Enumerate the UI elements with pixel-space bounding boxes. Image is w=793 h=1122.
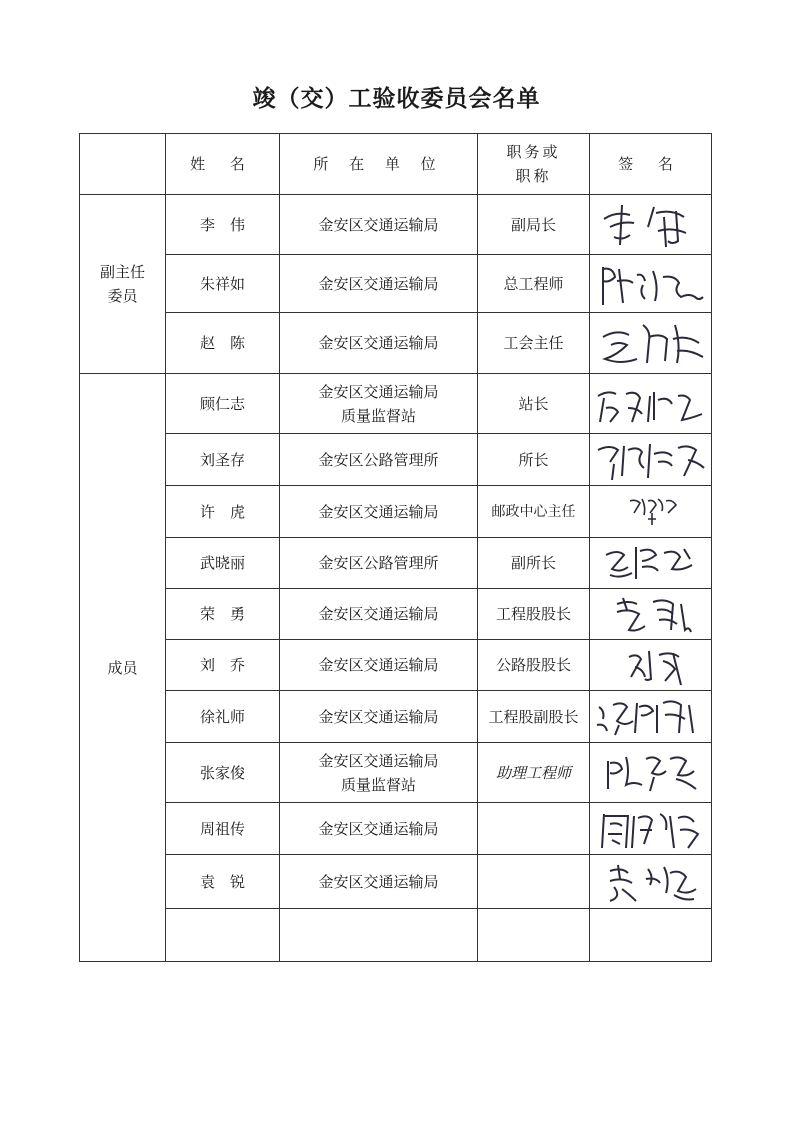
cell-signature: [590, 589, 712, 640]
cell-signature: [590, 434, 712, 486]
cell-unit: [280, 374, 478, 434]
cell-name: 李 伟: [166, 195, 280, 255]
group-label-members: [80, 374, 166, 962]
header-blank-cell: [80, 134, 166, 195]
handwritten-signature: [592, 436, 710, 484]
cell-signature: [590, 803, 712, 855]
handwritten-signature: [593, 315, 709, 371]
cell-name: 荣 勇: [166, 589, 280, 640]
table-row: [80, 255, 712, 313]
cell-signature: [590, 743, 712, 803]
group-label-line1: 成员: [107, 658, 138, 677]
cell-name: 朱祥如: [166, 255, 280, 313]
cell-post: 副所长: [478, 538, 590, 589]
table-header-row: [80, 134, 712, 195]
handwritten-signature: [601, 590, 701, 638]
handwritten-signature: [596, 857, 706, 907]
cell-signature: [590, 640, 712, 691]
table-row-empty: [80, 909, 712, 962]
cell-name: 武晓丽: [166, 538, 280, 589]
cell-unit: [280, 743, 478, 803]
cell-unit: [280, 255, 478, 313]
cell-name: 刘圣存: [166, 434, 280, 486]
cell-name: 袁 锐: [166, 855, 280, 909]
cell-name: 周祖传: [166, 803, 280, 855]
cell-unit: [280, 195, 478, 255]
table-row: [80, 374, 712, 434]
cell-name: [166, 909, 280, 962]
cell-unit: [280, 909, 478, 962]
cell-name: 刘 乔: [166, 640, 280, 691]
cell-signature: [590, 909, 712, 962]
cell-unit-line1: 金安区交通运输局: [318, 334, 439, 352]
cell-unit-line1: 金安区交通运输局: [318, 605, 439, 623]
cell-unit-line1: 金安区交通运输局: [318, 215, 439, 234]
table-row: [80, 691, 712, 743]
cell-signature: [590, 855, 712, 909]
handwritten-signature: [596, 197, 706, 253]
cell-post: 工程股副股长: [478, 691, 590, 743]
cell-post: [478, 909, 590, 962]
cell-signature: [590, 313, 712, 374]
cell-unit-line1: 金安区交通运输局: [318, 502, 439, 521]
handwritten-signature: [593, 693, 709, 741]
handwritten-signature: [596, 747, 706, 799]
cell-signature: [590, 538, 712, 589]
cell-unit-line1: 金安区交通运输局: [318, 274, 439, 293]
cell-unit: [280, 803, 478, 855]
page-title: 竣（交）工验收委员会名单: [252, 85, 541, 112]
table-row: [80, 743, 712, 803]
cell-name: 赵 陈: [166, 313, 280, 374]
cell-post: 邮政中心主任: [478, 486, 590, 538]
group-label-vice-chair: [80, 195, 166, 374]
handwritten-signature: [606, 489, 696, 535]
handwritten-signature: [592, 378, 710, 430]
header-signature: 签 名: [590, 134, 712, 195]
cell-post: 助理工程师: [478, 743, 590, 803]
cell-signature: [590, 486, 712, 538]
table-row: [80, 855, 712, 909]
header-post-line1: 职务或: [506, 143, 561, 161]
cell-post: 副局长: [478, 195, 590, 255]
table-row: [80, 589, 712, 640]
header-name: 姓 名: [166, 134, 280, 195]
table-row: [80, 486, 712, 538]
cell-post: 站长: [478, 374, 590, 434]
cell-name: 徐礼师: [166, 691, 280, 743]
cell-unit: [280, 434, 478, 486]
cell-signature: [590, 374, 712, 434]
cell-unit-line1: 金安区公路管理所: [318, 450, 439, 469]
table-row: [80, 434, 712, 486]
cell-unit-line1: 金安区交通运输局: [318, 707, 439, 726]
handwritten-signature: [601, 641, 701, 689]
cell-unit-line2: 质量监督站: [340, 775, 416, 794]
cell-signature: [590, 195, 712, 255]
handwritten-signature: [596, 539, 706, 587]
table-row: [80, 640, 712, 691]
handwritten-signature: [594, 804, 708, 854]
cell-post: 总工程师: [478, 255, 590, 313]
cell-unit-line1: 金安区交通运输局: [318, 751, 439, 770]
cell-unit: [280, 313, 478, 374]
cell-unit: [280, 640, 478, 691]
cell-post: 公路股股长: [478, 640, 590, 691]
group-label-line1: 副主任: [99, 263, 145, 281]
header-post-line2: 职称: [515, 167, 552, 185]
cell-unit: [280, 538, 478, 589]
cell-name: 顾仁志: [166, 374, 280, 434]
cell-unit-line2: 质量监督站: [340, 406, 416, 425]
committee-table: [79, 133, 712, 962]
cell-post: 所长: [478, 434, 590, 486]
table-row: [80, 313, 712, 374]
group-label-line2: 委员: [107, 287, 138, 305]
cell-unit: [280, 691, 478, 743]
handwritten-signature: [593, 257, 709, 311]
cell-signature: [590, 691, 712, 743]
cell-unit-line1: 金安区交通运输局: [318, 656, 439, 674]
table-row: [80, 538, 712, 589]
header-post: [478, 134, 590, 195]
table-row: [80, 803, 712, 855]
cell-post: [478, 855, 590, 909]
cell-unit-line1: 金安区交通运输局: [318, 819, 439, 838]
cell-signature: [590, 255, 712, 313]
cell-post: 工会主任: [478, 313, 590, 374]
cell-unit-line1: 金安区交通运输局: [318, 382, 439, 401]
cell-unit-line1: 金安区公路管理所: [318, 554, 439, 572]
cell-post: 工程股股长: [478, 589, 590, 640]
cell-post: [478, 803, 590, 855]
cell-unit: [280, 855, 478, 909]
table-row: [80, 195, 712, 255]
cell-name: 许 虎: [166, 486, 280, 538]
cell-unit: [280, 589, 478, 640]
cell-unit: [280, 486, 478, 538]
header-unit: 所 在 单 位: [280, 134, 478, 195]
cell-name: 张家俊: [166, 743, 280, 803]
cell-unit-line1: 金安区交通运输局: [318, 872, 439, 891]
